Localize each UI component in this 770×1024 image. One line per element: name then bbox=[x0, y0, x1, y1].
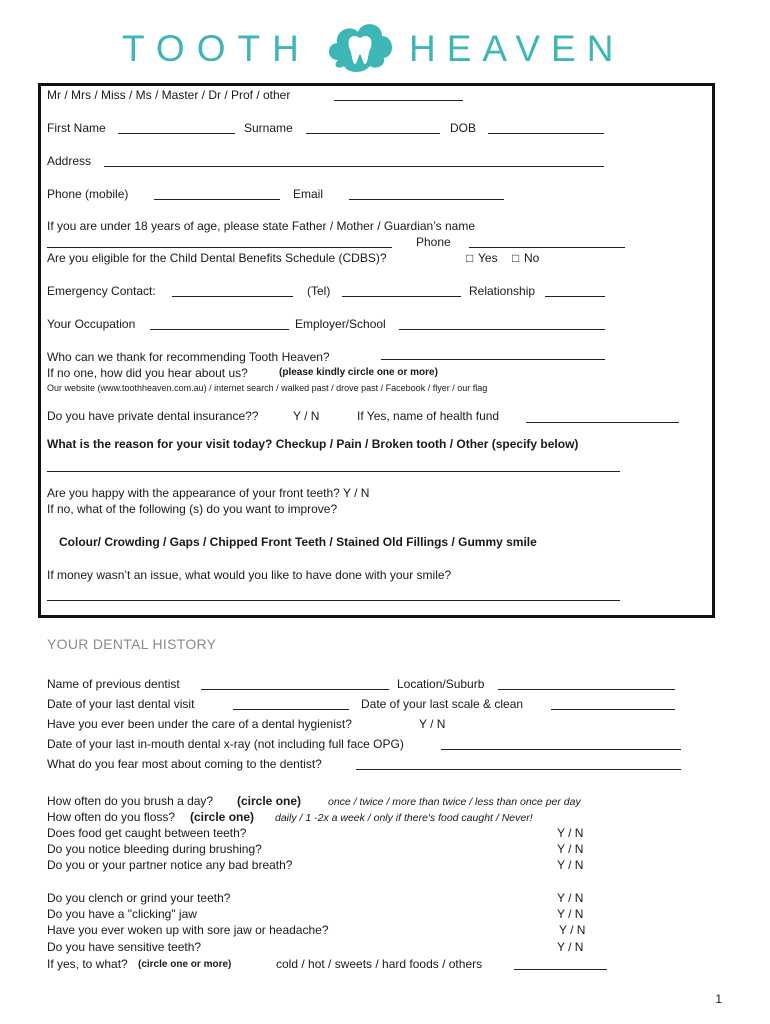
last-visit-label: Date of your last dental visit bbox=[47, 697, 195, 711]
dental-history-heading: YOUR DENTAL HISTORY bbox=[47, 636, 217, 652]
relationship-label: Relationship bbox=[469, 284, 536, 298]
title-other-field[interactable] bbox=[334, 100, 463, 101]
brand-word-left: TOOTH bbox=[122, 28, 311, 69]
referral-question: Who can we thank for recommending Tooth Heaven? bbox=[47, 350, 330, 364]
occupation-label: Your Occupation bbox=[47, 317, 136, 331]
employer-field[interactable] bbox=[399, 329, 605, 330]
clicking-jaw-question: Do you have a "clicking" jaw bbox=[47, 907, 197, 921]
tel-label: (Tel) bbox=[307, 284, 331, 298]
emergency-label: Emergency Contact: bbox=[47, 284, 156, 298]
bad-breath-yn[interactable]: Y / N bbox=[557, 858, 584, 872]
guardian-label: If you are under 18 years of age, please state Father / Mother / Guardian’s name bbox=[47, 219, 476, 233]
hear-about-question: If no one, how did you hear about us? bbox=[47, 366, 248, 380]
hear-about-note: (please kindly circle one or more) bbox=[279, 367, 438, 378]
brush-question: How often do you brush a day? bbox=[47, 794, 214, 808]
sore-jaw-yn[interactable]: Y / N bbox=[559, 923, 586, 937]
insurance-yn[interactable]: Y / N bbox=[293, 409, 320, 423]
floss-options[interactable]: daily / 1 -2x a week / only if there's food caught / Never! bbox=[275, 812, 533, 824]
clench-question: Do you clench or grind your teeth? bbox=[47, 891, 231, 905]
bleeding-yn[interactable]: Y / N bbox=[557, 842, 584, 856]
money-field[interactable] bbox=[47, 600, 620, 601]
hygienist-yn[interactable]: Y / N bbox=[419, 717, 446, 731]
sensitive-to-question: If yes, to what? bbox=[47, 957, 128, 971]
guardian-phone-field[interactable] bbox=[469, 247, 625, 248]
sensitive-other-field[interactable] bbox=[514, 969, 607, 970]
bad-breath-question: Do you or your partner notice any bad breath? bbox=[47, 858, 293, 872]
xray-field[interactable] bbox=[441, 749, 681, 750]
health-fund-label: If Yes, name of health fund bbox=[357, 409, 500, 423]
sore-jaw-question: Have you ever woken up with sore jaw or headache? bbox=[47, 923, 329, 937]
improve-options[interactable]: Colour/ Crowding / Gaps / Chipped Front Teeth / Stained Old Fillings / Gummy smile bbox=[59, 535, 537, 549]
address-label: Address bbox=[47, 154, 92, 168]
guardian-name-field[interactable] bbox=[47, 247, 392, 248]
hear-about-options[interactable]: Our website (www.toothheaven.com.au) / internet search / walked past / drove past / Facebook / flyer / our flag bbox=[47, 383, 488, 393]
visit-reason-question[interactable]: What is the reason for your visit today? Checkup / Pain / Broken tooth / Other (specify below) bbox=[47, 437, 579, 451]
health-fund-field[interactable] bbox=[526, 422, 679, 423]
referral-field[interactable] bbox=[381, 359, 605, 360]
insurance-question: Do you have private dental insurance?? bbox=[47, 409, 259, 423]
brush-circle-note: (circle one) bbox=[237, 794, 302, 808]
floss-question: How often do you floss? bbox=[47, 810, 176, 824]
bleeding-question: Do you notice bleeding during brushing? bbox=[47, 842, 262, 856]
sensitive-to-circle-note: (circle one or more) bbox=[138, 959, 232, 970]
email-label: Email bbox=[293, 187, 324, 201]
cdbs-no-checkbox[interactable]: □ bbox=[512, 251, 520, 265]
phone-mobile-field[interactable] bbox=[154, 199, 280, 200]
dob-label: DOB bbox=[450, 121, 477, 135]
brush-options[interactable]: once / twice / more than twice / less than once per day bbox=[328, 796, 581, 808]
title-options: Mr / Mrs / Miss / Ms / Master / Dr / Prof / other bbox=[47, 88, 291, 102]
brand-logo bbox=[0, 12, 770, 82]
phone-mobile-label: Phone (mobile) bbox=[47, 187, 129, 201]
tel-field[interactable] bbox=[342, 296, 461, 297]
fear-question: What do you fear most about coming to the dentist? bbox=[47, 757, 322, 771]
surname-label: Surname bbox=[244, 121, 293, 135]
email-field[interactable] bbox=[349, 199, 504, 200]
brand-word-right: HEAVEN bbox=[409, 28, 625, 69]
food-caught-question: Does food get caught between teeth? bbox=[47, 826, 247, 840]
cdbs-yes-checkbox[interactable]: □ bbox=[466, 251, 474, 265]
dob-field[interactable] bbox=[488, 133, 604, 134]
surname-field[interactable] bbox=[306, 133, 440, 134]
location-field[interactable] bbox=[498, 689, 675, 690]
page-number: 1 bbox=[715, 992, 722, 1006]
guardian-phone-label: Phone bbox=[416, 235, 451, 249]
first-name-label: First Name bbox=[47, 121, 106, 135]
first-name-field[interactable] bbox=[118, 133, 235, 134]
last-visit-field[interactable] bbox=[233, 709, 349, 710]
prev-dentist-field[interactable] bbox=[201, 689, 389, 690]
food-caught-yn[interactable]: Y / N bbox=[557, 826, 584, 840]
clench-yn[interactable]: Y / N bbox=[557, 891, 584, 905]
tooth-cloud-icon bbox=[324, 16, 396, 76]
cdbs-yes-label: Yes bbox=[478, 251, 498, 265]
prev-dentist-label: Name of previous dentist bbox=[47, 677, 180, 691]
appearance-question[interactable]: Are you happy with the appearance of your front teeth? Y / N bbox=[47, 486, 370, 500]
last-clean-label: Date of your last scale & clean bbox=[361, 697, 524, 711]
cdbs-no-label: No bbox=[524, 251, 540, 265]
clicking-jaw-yn[interactable]: Y / N bbox=[557, 907, 584, 921]
relationship-field[interactable] bbox=[545, 296, 605, 297]
occupation-field[interactable] bbox=[150, 329, 289, 330]
sensitive-teeth-question: Do you have sensitive teeth? bbox=[47, 940, 202, 954]
sensitive-to-options[interactable]: cold / hot / sweets / hard foods / others bbox=[276, 957, 483, 971]
floss-circle-note: (circle one) bbox=[190, 810, 255, 824]
emergency-field[interactable] bbox=[172, 296, 293, 297]
hygienist-question: Have you ever been under the care of a dental hygienist? bbox=[47, 717, 352, 731]
cdbs-question: Are you eligible for the Child Dental Benefits Schedule (CDBS)? bbox=[47, 251, 387, 265]
last-clean-field[interactable] bbox=[551, 709, 675, 710]
xray-label: Date of your last in-mouth dental x-ray (not including full face OPG) bbox=[47, 737, 404, 751]
improve-question: If no, what of the following (s) do you want to improve? bbox=[47, 502, 338, 516]
employer-label: Employer/School bbox=[295, 317, 386, 331]
visit-reason-field[interactable] bbox=[47, 471, 620, 472]
money-question: If money wasn’t an issue, what would you like to have done with your smile? bbox=[47, 568, 452, 582]
fear-field[interactable] bbox=[356, 769, 681, 770]
sensitive-teeth-yn[interactable]: Y / N bbox=[557, 940, 584, 954]
address-field[interactable] bbox=[104, 166, 604, 167]
location-label: Location/Suburb bbox=[397, 677, 485, 691]
